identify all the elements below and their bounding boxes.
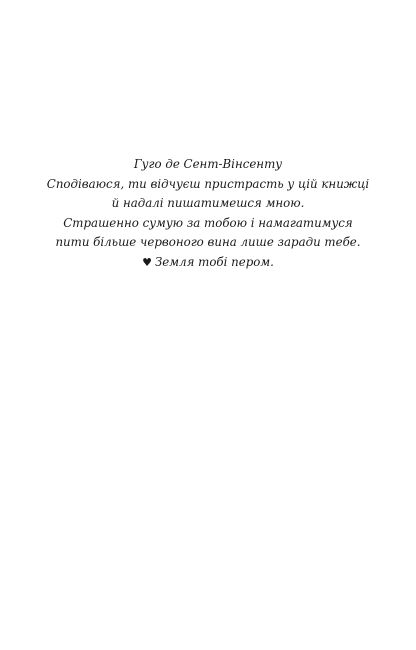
dedication-line: Страшенно сумую за тобою і намагатимуся bbox=[63, 215, 353, 230]
heart-icon: ♥ bbox=[142, 255, 152, 269]
dedication-closing-line bbox=[0, 253, 416, 273]
dedication-line: й надалі пишатимешся мною. bbox=[111, 196, 305, 211]
dedication-closing: Земля тобі пером. bbox=[154, 254, 274, 269]
dedication-block bbox=[0, 155, 416, 273]
dedication-recipient: Гуго де Сент-Вінсенту bbox=[133, 157, 283, 171]
dedication-line: пити більше червоного вина лише заради тебе. bbox=[55, 235, 361, 250]
dedication-line: Сподіваюся, ти відчуєш пристрасть у цій книжці bbox=[46, 176, 370, 191]
